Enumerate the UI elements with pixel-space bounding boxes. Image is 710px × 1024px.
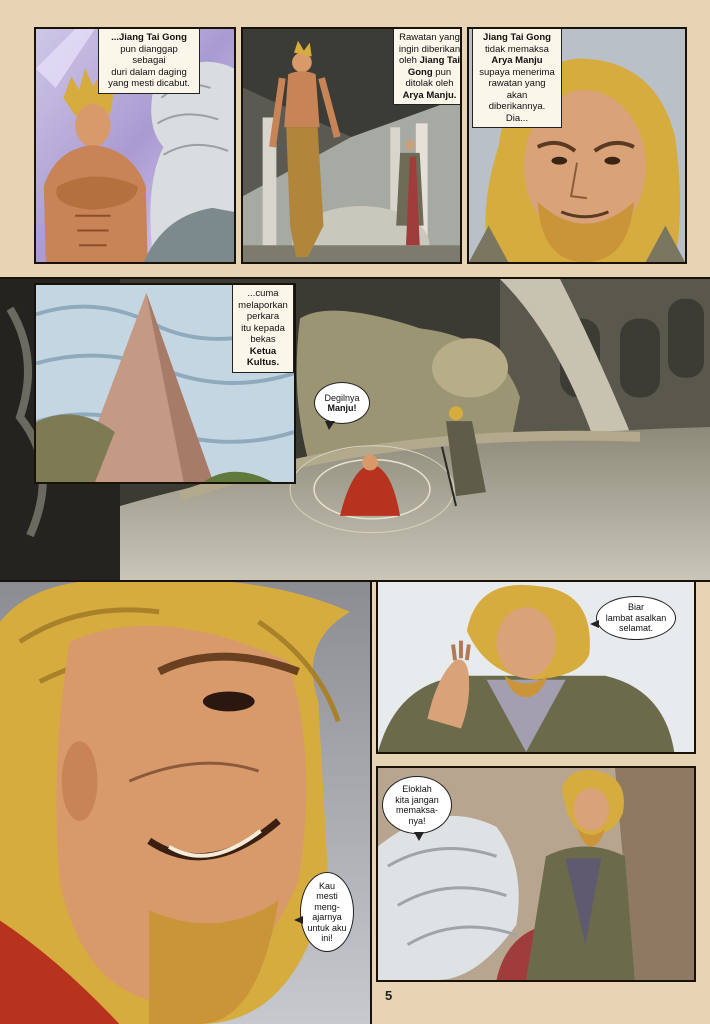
panel-6-speech-bubble: Kau mesti meng- ajarnya untuk aku ini! [300,872,354,952]
panel-8-speech-bubble: Eloklah kita jangan memaksa- nya! [382,776,452,834]
panel-4-caption: ...cuma melaporkan perkara itu kepada bekas Ketua Kultus. [232,284,294,373]
panel-3-caption: Jiang Tai Gong tidak memaksa Arya Manju supaya menerima rawatan yang akan diberikannya. Dia... [472,28,562,128]
panel-7-speech-bubble: Biar lambat asalkan selamat. [596,596,676,640]
page-number: 5 [385,988,393,1003]
panel-5-speech-bubble: Degilnya Manju! [314,382,370,424]
panel-2-caption: Rawatan yang ingin diberikan oleh Jiang Tai Gong pun ditolak oleh Arya Manju. [393,28,462,105]
panel-5 [0,277,710,582]
panel-4 [34,283,296,484]
panel-1 [34,27,236,264]
panel-8 [376,766,696,982]
panel-2 [241,27,462,264]
panel-7 [376,580,696,754]
panel-1-caption: ...Jiang Tai Gong pun dianggap sebagai duri dalam daging yang mesti dicabut. [98,28,200,94]
panel-3 [467,27,687,264]
panel-6-art [0,582,370,1024]
panel-6 [0,580,372,1024]
